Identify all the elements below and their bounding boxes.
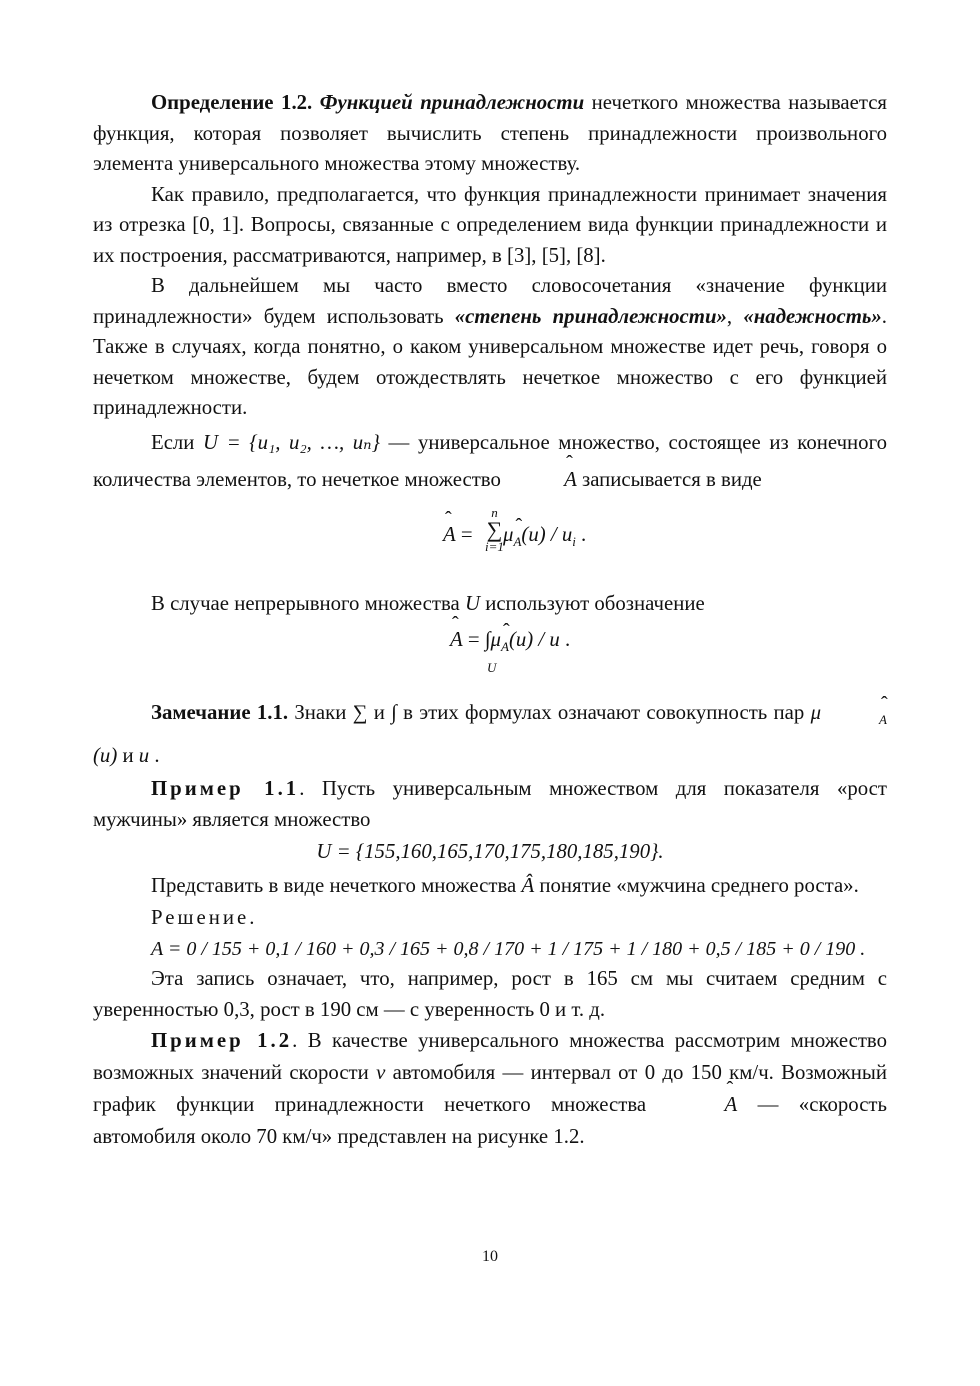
task-symbol: Â xyxy=(521,874,535,898)
formula1-sub: ˆ $_A$ xyxy=(513,527,521,558)
solution-label: Решение. xyxy=(151,906,258,930)
formula1-eq: = xyxy=(455,522,473,546)
fuzzy-set-symbol: ˆ A xyxy=(506,461,577,498)
formula1-rest: (u) / u xyxy=(521,522,573,546)
page-number: 10 xyxy=(482,1248,498,1265)
finite-set-text-b: — универсальное множество, состоящее из конечного количества элементов, то нечеткое множество xyxy=(93,430,887,491)
task-paragraph xyxy=(93,869,887,903)
formula-continuous xyxy=(93,619,887,681)
remark-text-a: Знаки ∑ и ∫ в этих формулах означают совокупность пар xyxy=(288,701,811,724)
finite-set-text-a: Если xyxy=(151,430,204,454)
formula2-rest: (u) / u xyxy=(508,628,560,651)
remark-u: u xyxy=(138,744,150,768)
definition-term: Функцией принадлежности xyxy=(319,91,585,114)
integral-lower-limit: U xyxy=(487,660,497,675)
task-text-b: понятие «мужчина среднего роста». xyxy=(534,874,859,898)
example2-text-b: автомобиля — интервал от 0 до 150 км/ч. Возможный график функции принадлежности нечеткого множества xyxy=(93,1061,887,1117)
formula-universal-heights: U = {155,160,165,170,175,180,185,190}. xyxy=(316,840,664,864)
terminology-comma: , xyxy=(726,304,744,328)
example2-text-a: . В качестве универсального множества рассмотрим множество возможных значений скорости xyxy=(93,1029,887,1085)
definition-paragraph xyxy=(93,88,887,180)
formula2-mu: μ xyxy=(490,628,501,651)
example2-label: Пример 1.2 xyxy=(151,1029,293,1053)
formula-discrete xyxy=(93,498,887,574)
remark-text-b: и xyxy=(117,744,139,768)
example1-label: Пример 1.1 xyxy=(151,777,300,801)
paragraph-finite-set xyxy=(93,424,887,498)
paragraph-terminology xyxy=(93,271,887,424)
formula2-end: . xyxy=(559,628,571,651)
example1-paragraph xyxy=(93,774,887,835)
definition-text: нечеткого множества называется функция, которая позволяет вычислить степень принадлежности произвольного элемента универсального множества этому множеству. xyxy=(93,91,887,175)
formula1-index: i xyxy=(572,533,576,549)
task-text-a: Представить в виде нечеткого множества xyxy=(151,874,522,898)
solution-explanation: Эта запись означает, что, например, рост в 165 см мы считаем средним с уверенностью 0,3, рост в 190 см — с уверенность 0 и т. д. xyxy=(93,967,887,1021)
term-degree: «степень принадлежности» xyxy=(454,304,727,328)
remark-paragraph xyxy=(93,695,887,774)
paragraph-continuous xyxy=(93,589,887,620)
remark-mu: μ xyxy=(810,701,822,724)
continuous-text-b: используют обозначение xyxy=(480,591,705,615)
example2-paragraph xyxy=(93,1025,887,1153)
terminology-text-a: В дальнейшем мы часто вместо словосочетания «значение функции принадлежности» будем использовать xyxy=(93,274,887,328)
sum-upper-limit: n xyxy=(491,504,498,520)
remark-rest: (u) xyxy=(93,744,118,768)
formula1-lhs: ˆ A xyxy=(443,520,456,551)
formula2-sub: ˆ $_A$ xyxy=(501,632,509,663)
remark-text-c: . xyxy=(149,744,160,768)
formula1-end: . xyxy=(575,522,587,546)
formula1-mu: μ xyxy=(503,522,514,546)
universal-set-formula: U = {u₁, u₂, …, uₙ} xyxy=(203,430,380,454)
remark-sub: ˆ $_A$ xyxy=(821,702,887,738)
sum-operator: n ∑ i=1 xyxy=(485,504,504,554)
page-body xyxy=(93,88,887,1153)
definition-label: Определение 1.2. xyxy=(151,91,313,114)
formula2-lhs: ˆ A xyxy=(450,625,463,656)
speed-symbol: v xyxy=(376,1061,386,1085)
sum-lower-limit: i=1 xyxy=(485,538,504,554)
finite-set-text-c: записывается в виде xyxy=(576,467,762,491)
remark-label: Замечание 1.1. xyxy=(151,701,289,724)
continuous-text-a: В случае непрерывного множества xyxy=(151,591,465,615)
formula2-eq: = ∫ xyxy=(462,628,491,651)
term-reliability: «надежность» xyxy=(743,304,882,328)
example2-symbol: ˆ A xyxy=(667,1089,738,1121)
continuous-symbol: U xyxy=(464,591,480,615)
example2-text-c: — «скорость автомобиля около 70 км/ч» представлен на рисунке 1.2. xyxy=(93,1093,888,1149)
terminology-text-d: . Также в случаях, когда понятно, о каком универсальном множестве идет речь, говоря о нечетком множестве, будем отождествлять нечеткое множество с его функцией принадлежности. xyxy=(93,304,887,419)
paragraph-range: Как правило, предполагается, что функция принадлежности принимает значения из отрезка [0, 1]. Вопросы, связанные с определением вида функции принадлежности и их построения, рассматриваются, например, в [3], [5], [8]. xyxy=(93,182,887,267)
formula-solution: A = 0 / 155 + 0,1 / 160 + 0,3 / 165 + 0,8 / 170 + 1 / 175 + 1 / 180 + 0,5 / 185 + 0 / 190 . xyxy=(151,937,866,960)
example1-text: . Пусть универсальным множеством для показателя «рост мужчины» является множество xyxy=(93,777,888,831)
